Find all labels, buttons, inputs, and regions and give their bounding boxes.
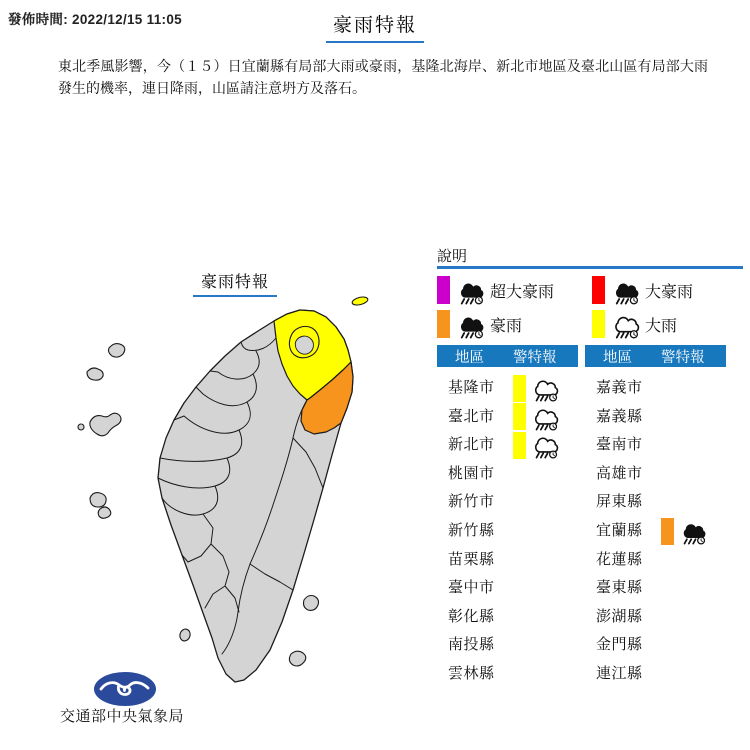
table-row — [585, 631, 726, 660]
table-row — [437, 517, 578, 546]
taiwan-map — [60, 240, 440, 720]
region-name[interactable]: 花蓮縣 — [596, 550, 643, 568]
table-row — [585, 660, 726, 689]
warning-color-swatch — [513, 403, 526, 430]
table-header — [585, 345, 726, 367]
region-name[interactable]: 彰化縣 — [448, 607, 495, 625]
table-row — [437, 374, 578, 403]
table-row — [437, 460, 578, 489]
table-body — [437, 367, 578, 689]
legend-item-label: 大豪雨 — [645, 283, 694, 301]
warning-indicator — [513, 403, 559, 432]
region-name[interactable]: 雲林縣 — [448, 664, 495, 682]
black-rain-cloud-icon — [677, 517, 707, 545]
cwb-logo[interactable] — [93, 671, 157, 707]
legend-item-label: 大雨 — [645, 317, 678, 335]
map-title: 豪雨特報 — [193, 269, 277, 297]
black-rain-cloud-icon — [454, 276, 485, 305]
legend-items — [437, 273, 743, 341]
region-name[interactable]: 連江縣 — [596, 664, 643, 682]
region-name[interactable]: 嘉義市 — [596, 379, 643, 396]
region-name[interactable]: 金門縣 — [596, 636, 643, 654]
table-row — [437, 574, 578, 603]
region-name[interactable]: 臺北市 — [448, 407, 495, 425]
warning-table-east — [585, 345, 726, 689]
table-header — [437, 345, 578, 367]
region-name[interactable]: 澎湖縣 — [596, 607, 643, 625]
map-region-taipei-basin — [295, 336, 313, 354]
outline-rain-cloud-icon — [529, 431, 559, 459]
region-name[interactable]: 臺南市 — [596, 436, 643, 454]
table-row — [585, 374, 726, 403]
map-islet-keelung — [351, 296, 368, 307]
region-name[interactable]: 高雄市 — [596, 464, 643, 482]
table-row — [585, 403, 726, 432]
outline-rain-cloud-icon — [529, 374, 559, 402]
region-name[interactable]: 嘉義縣 — [596, 407, 643, 425]
agency-name: 交通部中央氣象局 — [60, 708, 185, 725]
region-name[interactable]: 基隆市 — [448, 379, 495, 396]
table-row — [585, 460, 726, 489]
legend-item — [437, 273, 592, 307]
region-name[interactable]: 桃園市 — [448, 464, 495, 482]
region-name[interactable]: 苗栗縣 — [448, 550, 495, 568]
warning-color-swatch — [513, 432, 526, 459]
region-name[interactable]: 臺中市 — [448, 579, 495, 597]
table-row — [437, 403, 578, 432]
warning-table-west — [437, 345, 578, 689]
col-region: 地區 — [603, 349, 632, 366]
legend-item — [592, 273, 743, 307]
page-title-text: 豪雨特報 — [326, 10, 424, 43]
table-row — [437, 546, 578, 575]
region-name[interactable]: 宜蘭縣 — [596, 521, 643, 539]
table-row — [437, 488, 578, 517]
outline-rain-cloud-icon — [529, 403, 559, 431]
outline-rain-cloud-icon — [609, 310, 640, 339]
legend-item-label: 豪雨 — [490, 317, 523, 335]
table-row — [585, 574, 726, 603]
legend-color-swatch — [592, 276, 605, 304]
col-warning: 警特報 — [661, 349, 705, 366]
issue-time: 發佈時間: 2022/12/15 11:05 — [8, 12, 182, 27]
warning-indicator — [661, 517, 707, 546]
table-row — [585, 517, 726, 546]
region-name[interactable]: 臺東縣 — [596, 579, 643, 597]
legend-item-label: 超大豪雨 — [490, 283, 555, 301]
legend-color-swatch — [437, 310, 450, 338]
legend-title: 說明 — [437, 248, 468, 265]
table-row — [585, 603, 726, 632]
col-warning: 警特報 — [513, 349, 557, 366]
warning-color-swatch — [513, 375, 526, 402]
table-row — [437, 660, 578, 689]
table-row — [585, 546, 726, 575]
advisory-text: 東北季風影響，今（１５）日宜蘭縣有局部大雨或豪雨，基隆北海岸、新北市地區及臺北山區有局部大雨發生的機率，連日降雨，山區請注意坍方及落石。 — [58, 58, 708, 96]
table-row — [437, 631, 578, 660]
warning-indicator — [513, 374, 559, 403]
table-row — [585, 431, 726, 460]
warning-indicator — [513, 431, 559, 460]
region-name[interactable]: 新北市 — [448, 436, 495, 454]
table-row — [585, 488, 726, 517]
legend-item — [437, 307, 592, 341]
table-body — [585, 367, 726, 689]
region-name[interactable]: 新竹市 — [448, 493, 495, 511]
legend-item — [592, 307, 743, 341]
region-name[interactable]: 南投縣 — [448, 636, 495, 654]
legend-divider — [437, 266, 743, 269]
page-title — [0, 10, 750, 43]
black-rain-cloud-icon — [609, 276, 640, 305]
legend-color-swatch — [437, 276, 450, 304]
col-region: 地區 — [455, 349, 484, 366]
legend-color-swatch — [592, 310, 605, 338]
region-name[interactable]: 屏東縣 — [596, 493, 643, 511]
table-row — [437, 431, 578, 460]
warning-color-swatch — [661, 518, 674, 545]
black-rain-cloud-icon — [454, 310, 485, 339]
table-row — [437, 603, 578, 632]
region-name[interactable]: 新竹縣 — [448, 521, 495, 539]
